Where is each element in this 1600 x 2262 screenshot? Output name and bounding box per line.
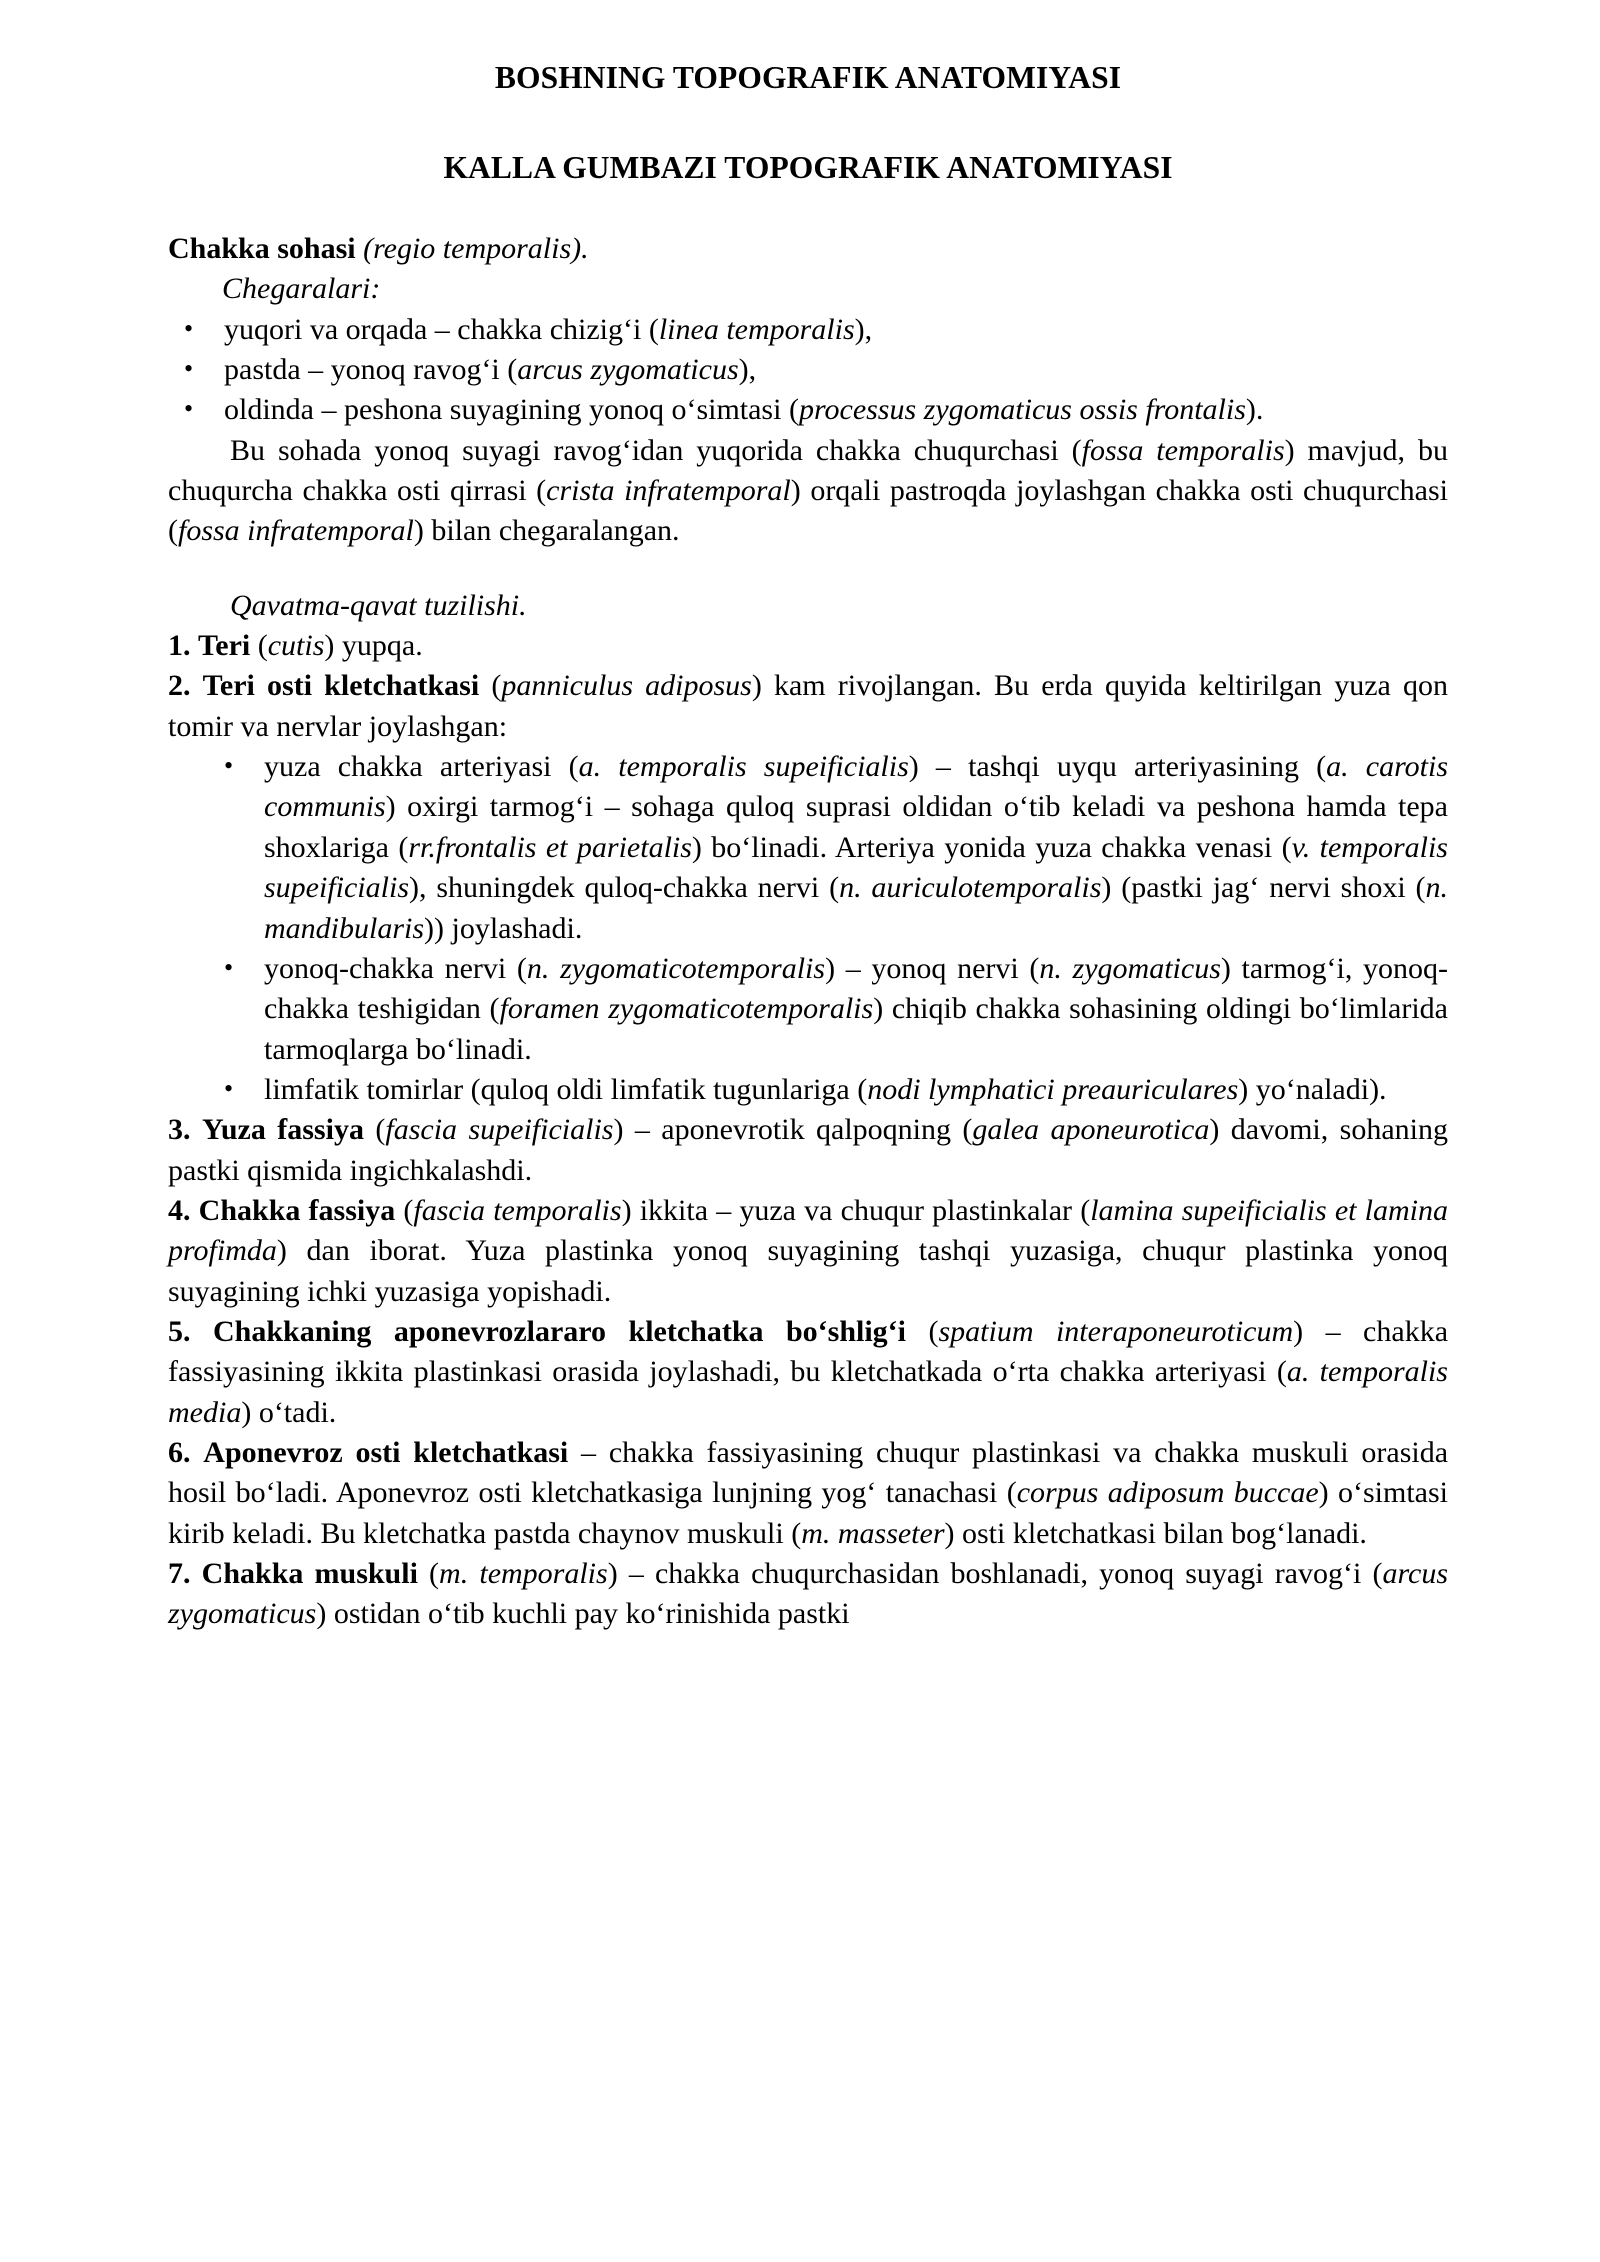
layer-title: Teri — [198, 629, 251, 663]
layer-number: 1. — [168, 629, 191, 663]
paragraph-text: ) bo‘linadi. Arteriya yonida yuza chakka venasi ( — [691, 830, 1292, 864]
bullet-text-after: ), — [854, 312, 873, 346]
bullet-latin-term: linea temporalis — [658, 312, 855, 346]
list-item — [168, 949, 1448, 1070]
paragraph-text: ) – chakka fassiyasining ikkita plastinkasi orasida joylashadi, bu kletchatkada o‘rta chakka arteriyasi ( — [168, 1314, 1449, 1389]
paragraph-text: ) yupqa. — [324, 629, 423, 663]
paragraph-text: ( — [395, 1193, 414, 1227]
latin-term: rr.frontalis et parietalis — [408, 830, 692, 864]
spacer — [168, 183, 1448, 229]
latin-term: n. zygomaticotemporalis — [526, 951, 826, 985]
list-item — [168, 310, 1448, 350]
paragraph-text: – chakka fassiyasining chuqur plastinkasi va chakka muskuli orasida hosil bo‘ladi. Aponevroz osti kletchatkasiga lunjning yog‘ tanachasi ( — [168, 1435, 1449, 1510]
paragraph-text: yonoq-chakka nervi ( — [264, 951, 527, 985]
paragraph-text: ) o‘tadi. — [241, 1395, 337, 1429]
latin-term: arcus zygomaticus — [168, 1557, 1449, 1631]
latin-term: v. temporalis supeificialis — [264, 830, 1448, 905]
paragraph-text: ) bilan chegaralangan. — [413, 514, 680, 548]
bullet-text-before: pastda – yonoq ravog‘i ( — [224, 353, 518, 387]
list-item — [168, 1070, 1448, 1110]
latin-term: corpus adiposum buccae — [1016, 1476, 1319, 1510]
boundaries-list — [168, 310, 1448, 431]
paragraph-text: ) kam rivojlangan. Bu erda quyida keltirilgan yuza qon tomir va nervlar joylashgan: — [168, 669, 1448, 743]
paragraph-text: ) – aponevrotik qalpoqning ( — [613, 1113, 973, 1147]
paragraph-text: limfatik tomirlar (quloq oldi limfatik tugunlariga ( — [264, 1072, 868, 1106]
latin-term: n. auriculotemporalis — [839, 871, 1102, 905]
layer-title: Yuza fassiya — [201, 1113, 364, 1147]
paragraph-text: )) joylashadi. — [424, 911, 583, 945]
latin-term: foramen zygomaticotemporalis — [499, 992, 874, 1026]
paragraph-text: Bu sohada yonoq suyagi ravog‘idan yuqorida chakka chuqurchasi ( — [230, 433, 1082, 467]
layer-title: Chakka muskuli — [201, 1557, 418, 1590]
layer-item-2 — [168, 666, 1448, 747]
layers-heading — [168, 586, 1448, 626]
latin-term: panniculus adiposus — [501, 669, 752, 703]
latin-term: crista infratemporal — [546, 474, 791, 508]
paragraph-text: ) oxirgi tarmog‘i – sohaga quloq suprasi oldidan o‘tib keladi va peshona hamda tepa shoxlariga ( — [264, 790, 1448, 864]
latin-term: m. masseter — [801, 1516, 945, 1550]
region-heading-latin: (regio temporalis). — [363, 232, 589, 265]
paragraph-text: yuza chakka arteriyasi ( — [264, 750, 579, 784]
layer-number: 7. — [168, 1557, 191, 1590]
layer-item-1 — [168, 626, 1448, 666]
vessels-list — [168, 747, 1448, 1110]
paragraph-text: ) – chakka chuqurchasidan boshlanadi, yonoq suyagi ravog‘i ( — [607, 1557, 1383, 1590]
latin-term: fossa infratemporal — [178, 514, 414, 548]
paragraph-text: ) mavjud, bu chuqurcha chakka osti qirrasi ( — [168, 433, 1448, 508]
region-heading-bold: Chakka sohasi — [168, 232, 356, 265]
paragraph-text: ( — [250, 629, 268, 663]
latin-term: fossa temporalis — [1081, 433, 1285, 467]
boundaries-label-text: Chegaralari: — [222, 272, 381, 306]
latin-term: spatium interaponeuroticum — [938, 1314, 1294, 1348]
layer-number: 6. — [168, 1435, 191, 1469]
latin-term: galea aponeurotica — [972, 1113, 1210, 1147]
spacer — [168, 552, 1448, 586]
latin-term: a. temporalis media — [168, 1355, 1448, 1429]
paragraph-text: ) dan iborat. Yuza plastinka yonoq suyagining tashqi yuzasiga, chuqur plastinka yonoq suyagining ichki yuzasiga yopishadi. — [168, 1234, 1448, 1308]
layer-item-3 — [168, 1110, 1448, 1191]
paragraph-text: ) (pastki jag‘ nervi shoxi ( — [1101, 871, 1426, 905]
layer-item-4 — [168, 1191, 1448, 1312]
paragraph-text: ( — [417, 1557, 440, 1590]
layer-title: Aponevroz osti kletchatkasi — [203, 1435, 569, 1469]
paragraph-text: ) ikkita – yuza va chuqur plastinkalar ( — [621, 1193, 1091, 1227]
paragraph-text: ) – tashqi uyqu arteriyasining ( — [908, 750, 1327, 784]
latin-term: nodi lymphatici preauriculares — [867, 1072, 1239, 1106]
bullet-latin-term: arcus zygomaticus — [517, 353, 739, 387]
layer-number: 2. — [168, 669, 191, 703]
latin-term: a. temporalis supeificialis — [578, 750, 909, 784]
bullet-latin-term: processus zygomaticus ossis frontalis — [798, 393, 1246, 427]
layer-title: Teri osti kletchatkasi — [202, 669, 480, 703]
document-title: BOSHNING TOPOGRAFIK ANATOMIYASI — [494, 60, 1122, 95]
bullet-text-after: ), — [738, 353, 757, 387]
paragraph-text: ) orqali pastroqda joylashgan chakka osti chuqurchasi ( — [168, 474, 1449, 548]
paragraph-text: ), shuningdek quloq-chakka nervi ( — [409, 871, 840, 905]
layer-number: 5. — [168, 1314, 191, 1348]
bullet-text-before: yuqori va orqada – chakka chizig‘i ( — [224, 312, 659, 346]
list-item — [168, 390, 1448, 430]
latin-term: n. zygomaticus — [1039, 951, 1221, 985]
paragraph-text: ) ostidan o‘tib kuchli pay ko‘rinishida pastki — [316, 1597, 850, 1631]
list-item — [168, 350, 1448, 390]
list-item — [168, 747, 1448, 949]
region-paragraph — [168, 431, 1448, 552]
document-subtitle: KALLA GUMBAZI TOPOGRAFIK ANATOMIYASI — [443, 149, 1173, 185]
paragraph-text: ) chiqib chakka sohasining oldingi bo‘limlarida tarmoqlarga bo‘linadi. — [264, 992, 1448, 1066]
paragraph-text: ( — [479, 669, 502, 703]
paragraph-text: ) tarmog‘i, yonoq-chakka teshigidan ( — [264, 951, 1449, 1026]
paragraph-text: ) osti kletchatkasi bilan bog‘lanadi. — [944, 1516, 1367, 1550]
latin-term: fascia supeificialis — [385, 1113, 614, 1147]
paragraph-text: ) yo‘naladi). — [1238, 1072, 1387, 1106]
layer-number: 3. — [168, 1113, 191, 1147]
bullet-text-after: ). — [1245, 393, 1264, 427]
layers-heading-text: Qavatma-qavat tuzilishi. — [230, 588, 527, 622]
paragraph-text: ) – yonoq nervi ( — [825, 951, 1040, 985]
paragraph-text: ) o‘simtasi kirib keladi. Bu kletchatka pastda chaynov muskuli ( — [168, 1476, 1448, 1550]
layer-number: 4. — [168, 1193, 191, 1227]
latin-term: fascia temporalis — [413, 1193, 622, 1227]
layer-item-6 — [168, 1433, 1448, 1554]
latin-term: cutis — [267, 629, 325, 663]
paragraph-text: ) davomi, sohaning pastki qismida ingichkalashdi. — [168, 1113, 1448, 1187]
paragraph-text: ( — [363, 1113, 386, 1147]
latin-term: a. carotis communis — [264, 750, 1448, 824]
layer-title: Chakkaning aponevrozlararo kletchatka bo‘shlig‘i — [212, 1314, 907, 1348]
latin-term: n. mandibularis — [264, 871, 1449, 945]
region-heading — [168, 229, 1448, 269]
bullet-text-before: oldinda – peshona suyagining yonoq o‘simtasi ( — [224, 393, 799, 427]
layer-item-7 — [168, 1554, 1448, 1635]
layer-item-5 — [168, 1312, 1448, 1433]
boundaries-label — [168, 269, 1448, 309]
latin-term: m. temporalis — [439, 1557, 608, 1590]
latin-term: lamina supeificialis et lamina profimda — [168, 1193, 1448, 1268]
paragraph-text: ( — [906, 1314, 939, 1348]
layer-title: Chakka fassiya — [198, 1193, 396, 1227]
